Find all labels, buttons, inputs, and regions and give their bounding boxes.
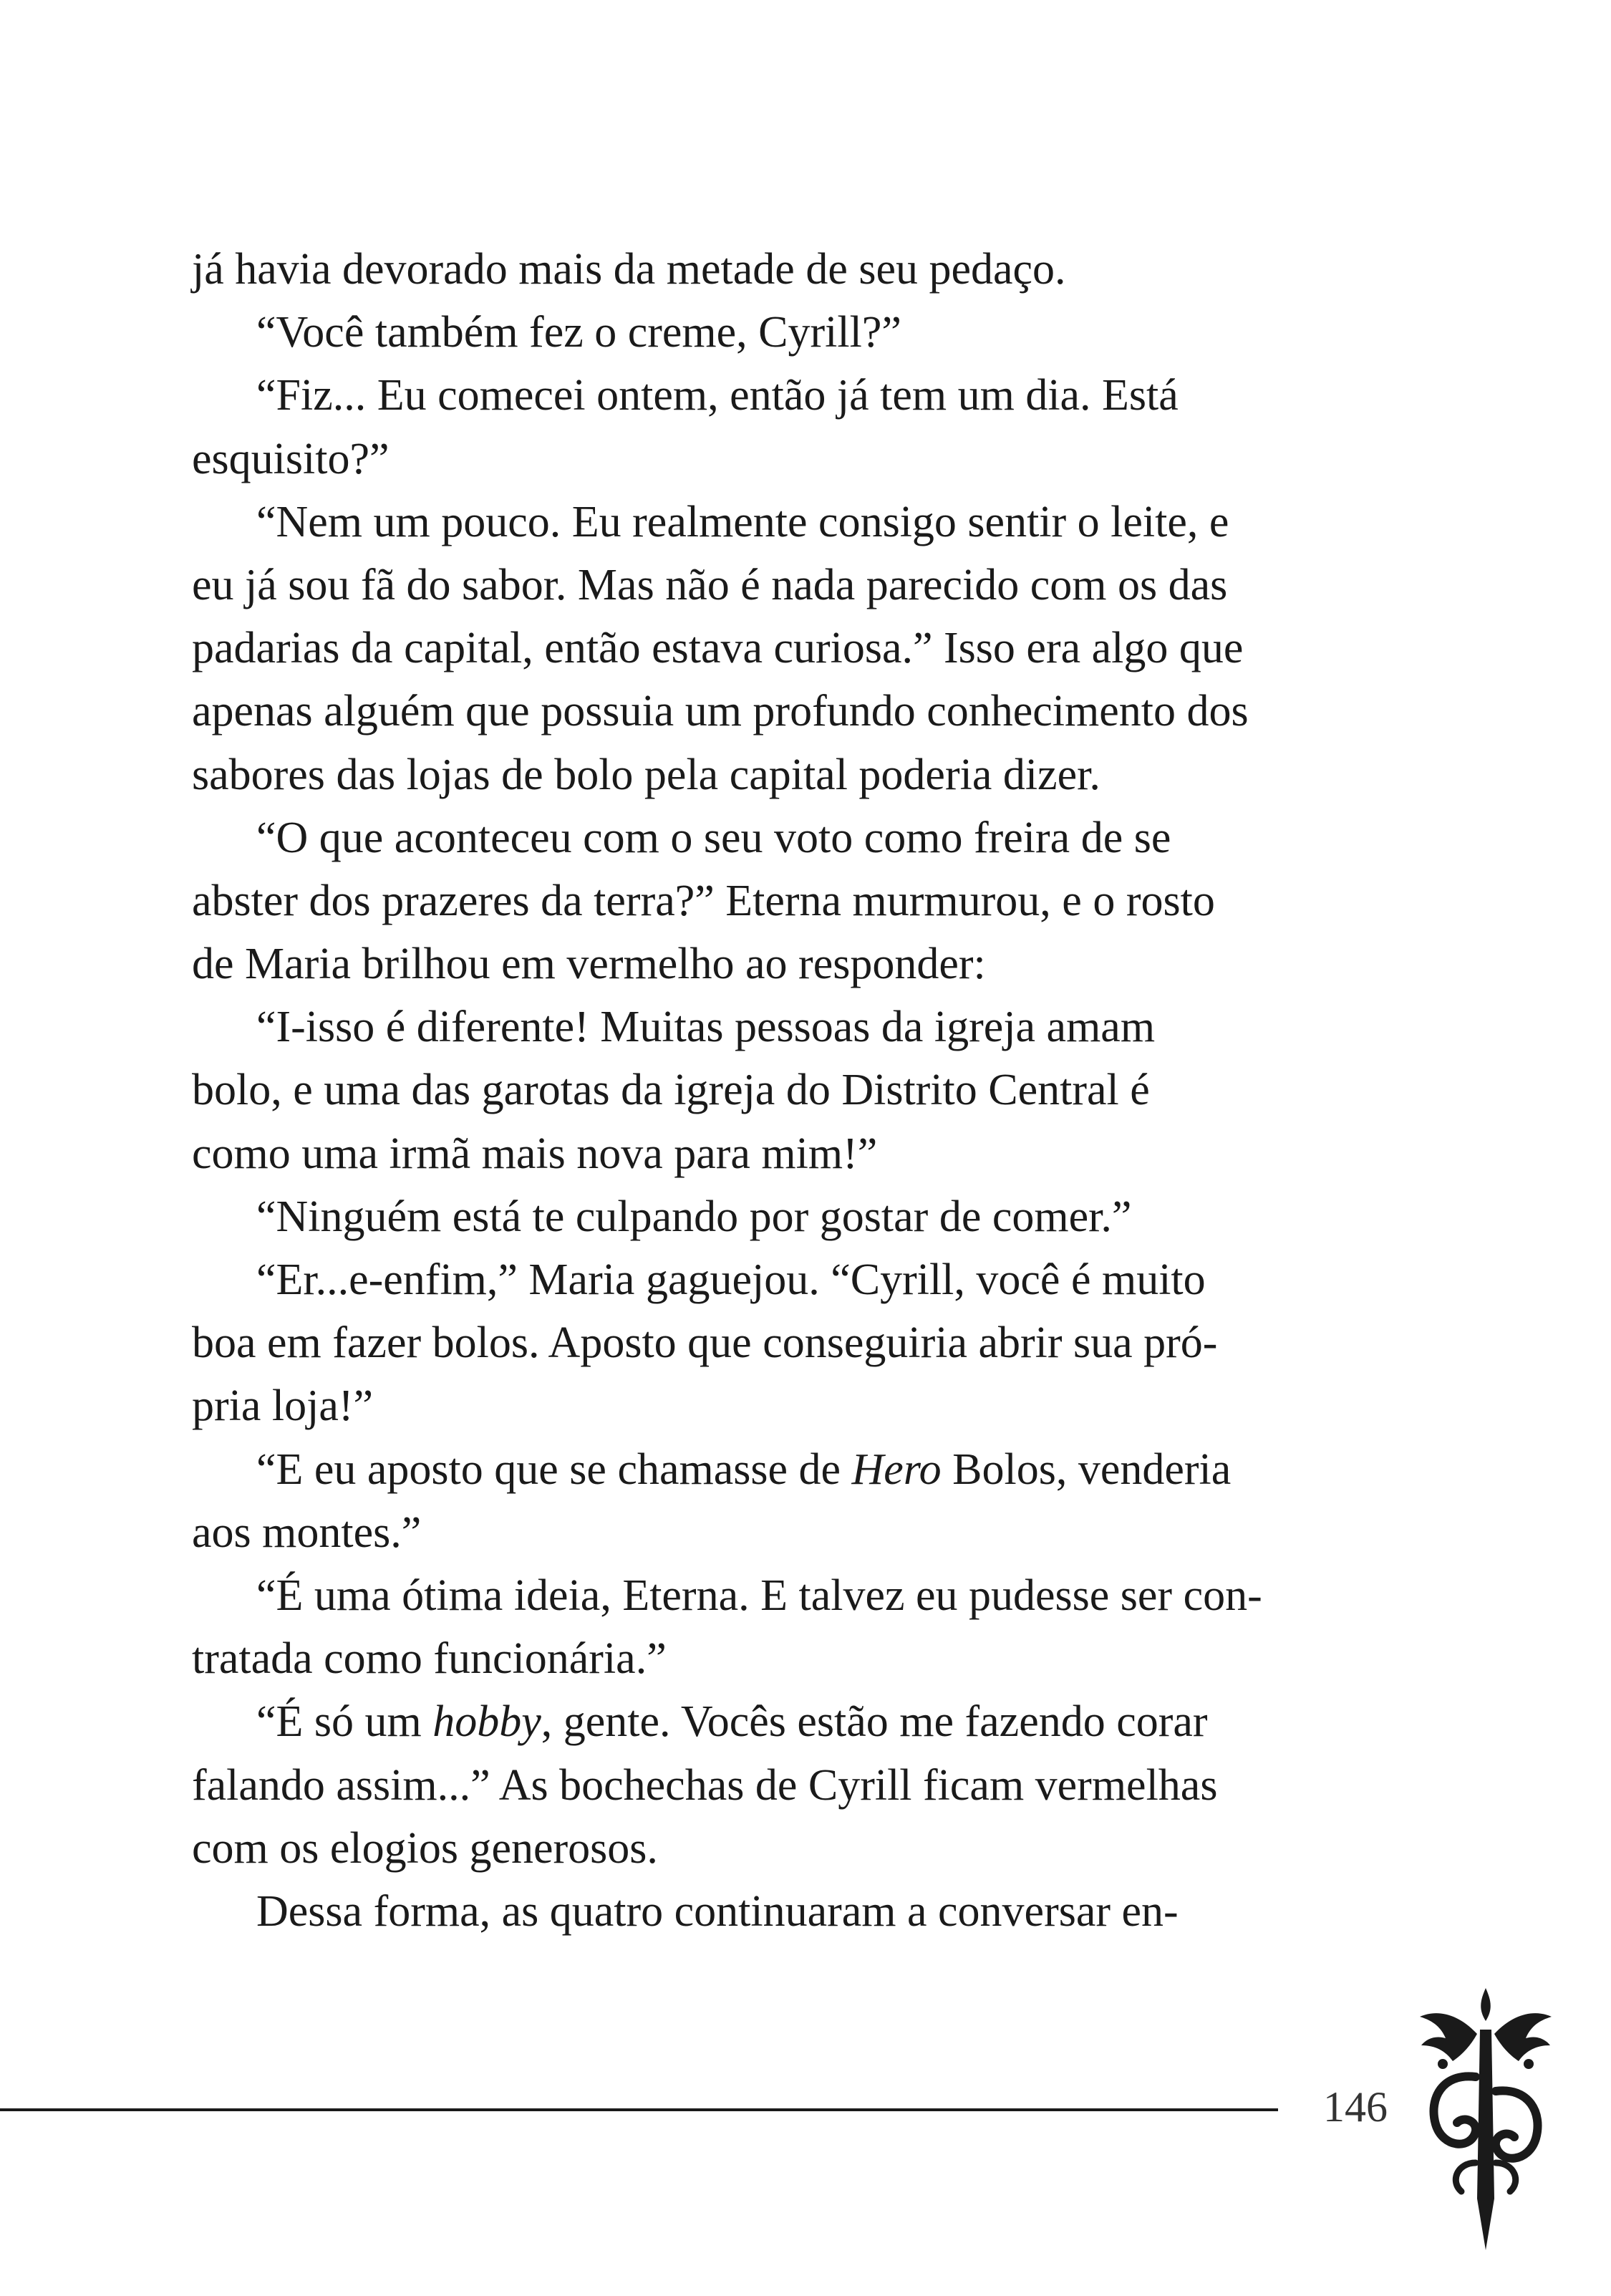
text-line (192, 1564, 1423, 1627)
text-line (192, 554, 1423, 617)
text-segment: aos montes.” (192, 1508, 422, 1557)
text-line (192, 806, 1423, 869)
text-line (192, 1880, 1423, 1943)
text-line (192, 1058, 1423, 1122)
text-segment: apenas alguém que possuia um profundo conhecimento dos (192, 687, 1249, 736)
text-segment: com os elogios generosos. (192, 1823, 658, 1873)
text-segment: abster dos prazeres da terra?” Eterna murmurou, e o rosto (192, 876, 1215, 925)
text-line (192, 238, 1423, 301)
text-line (192, 491, 1423, 554)
italic-text-segment: Hero (851, 1444, 942, 1494)
text-segment: falando assim...” As bochechas de Cyrill ficam vermelhas (192, 1760, 1218, 1810)
text-segment: “Nem um pouco. Eu realmente consigo sentir o leite, e (256, 497, 1229, 546)
text-segment: eu já sou fã do sabor. Mas não é nada parecido com os das (192, 560, 1228, 609)
text-line (192, 428, 1423, 491)
footer-rule (0, 2108, 1278, 2111)
page-number: 146 (1323, 2083, 1388, 2131)
text-segment: “O que aconteceu com o seu voto como freira de se (256, 813, 1171, 862)
text-segment: Bolos, venderia (941, 1444, 1232, 1494)
text-line (192, 680, 1423, 743)
text-segment: “É só um (256, 1697, 433, 1747)
text-line (192, 932, 1423, 995)
text-line (192, 995, 1423, 1058)
text-segment: como uma irmã mais nova para mim!” (192, 1129, 878, 1178)
body-text (192, 238, 1423, 1943)
text-line (192, 1438, 1423, 1501)
text-segment: “E eu aposto que se chamasse de (256, 1444, 852, 1494)
text-segment: , gente. Vocês estão me fazendo corar (541, 1697, 1208, 1747)
text-line (192, 1248, 1423, 1311)
text-segment: de Maria brilhou em vermelho ao responder: (192, 940, 986, 989)
text-line (192, 743, 1423, 806)
text-segment: esquisito?” (192, 434, 390, 483)
text-line (192, 1311, 1423, 1374)
text-segment: já havia devorado mais da metade de seu pedaço. (192, 245, 1066, 294)
text-segment: “Er...e-enfim,” Maria gaguejou. “Cyrill, você é muito (256, 1255, 1206, 1304)
text-line (192, 1374, 1423, 1437)
text-segment: “Ninguém está te culpando por gostar de comer.” (256, 1192, 1132, 1241)
text-line (192, 364, 1423, 427)
text-line (192, 617, 1423, 680)
text-line (192, 1627, 1423, 1690)
winged-serpent-ornament-icon (1414, 1984, 1557, 2256)
text-segment: padarias da capital, então estava curiosa.” Isso era algo que (192, 624, 1244, 673)
text-line (192, 1185, 1423, 1248)
text-segment: tratada como funcionária.” (192, 1634, 667, 1684)
text-line (192, 869, 1423, 932)
text-segment: “I-isso é diferente! Muitas pessoas da igreja amam (256, 1003, 1156, 1052)
text-segment: pria loja!” (192, 1381, 374, 1431)
text-line (192, 1122, 1423, 1185)
text-segment: bolo, e uma das garotas da igreja do Distrito Central é (192, 1066, 1150, 1115)
text-line (192, 301, 1423, 364)
text-segment: “Você também fez o creme, Cyrill?” (256, 308, 901, 357)
text-segment: sabores das lojas de bolo pela capital poderia dizer. (192, 750, 1100, 799)
text-line (192, 1690, 1423, 1753)
text-line (192, 1501, 1423, 1564)
text-line (192, 1817, 1423, 1880)
italic-text-segment: hobby (432, 1697, 541, 1747)
text-segment: boa em fazer bolos. Aposto que conseguiria abrir sua pró- (192, 1318, 1218, 1368)
text-line (192, 1754, 1423, 1817)
text-segment: “Fiz... Eu comecei ontem, então já tem um dia. Está (256, 371, 1179, 420)
text-segment: “É uma ótima ideia, Eterna. E talvez eu pudesse ser con- (256, 1571, 1262, 1620)
text-segment: Dessa forma, as quatro continuaram a conversar en- (256, 1886, 1179, 1936)
